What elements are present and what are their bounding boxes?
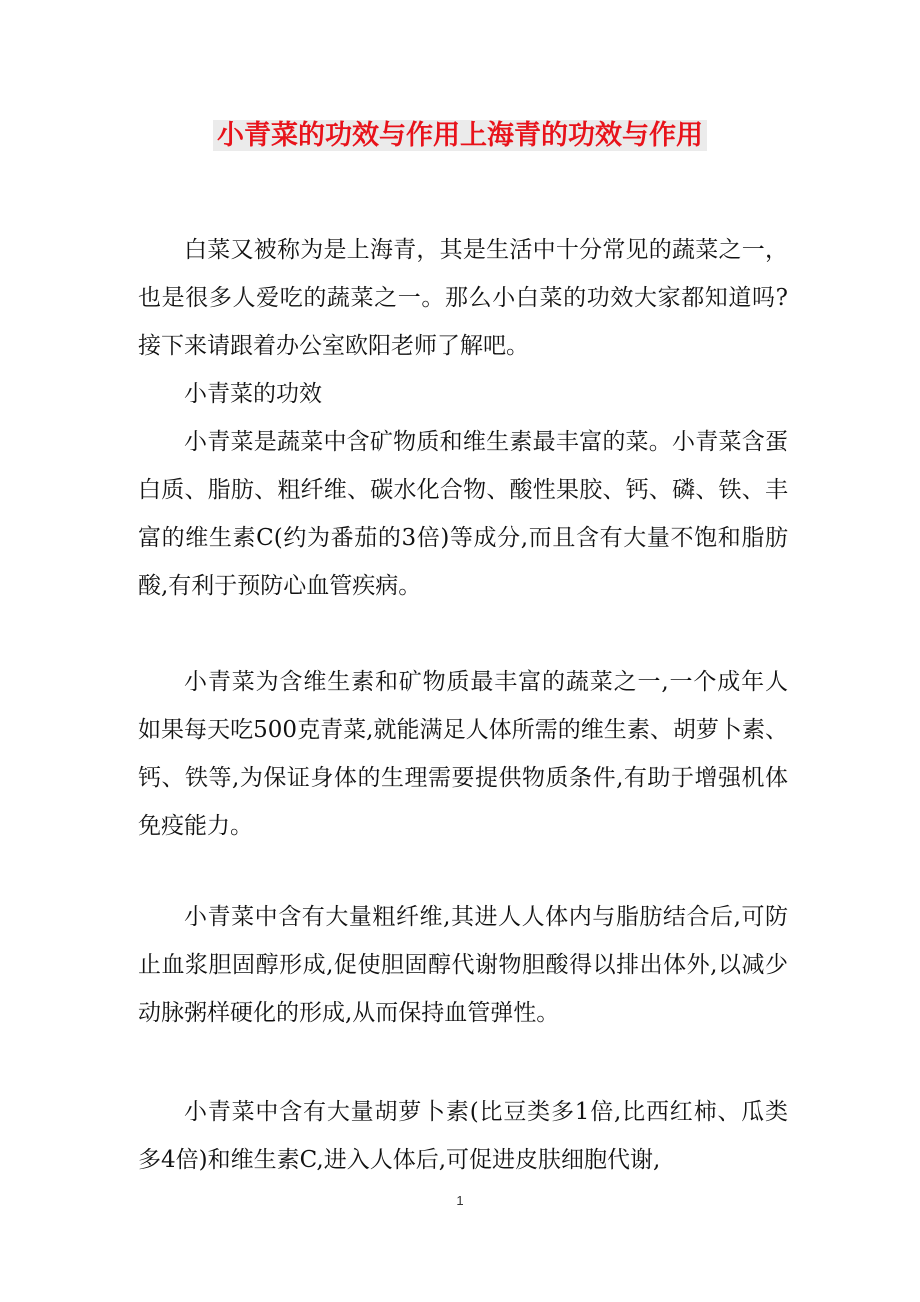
document-title-text: 小青菜的功效与作用上海青的功效与作用 bbox=[213, 120, 707, 151]
document-title bbox=[0, 114, 920, 158]
paragraph-block-3 bbox=[138, 893, 788, 1037]
paragraph-block-1 bbox=[138, 226, 788, 610]
paragraph-fiber: 小青菜中含有大量粗纤维,其进人人体内与脂肪结合后,可防止血浆胆固醇形成,促使胆固醇代谢物胆酸得以排出体外,以减少动脉粥样硬化的形成,从而保持血管弹性。 bbox=[138, 904, 788, 1026]
paragraph-block-4 bbox=[138, 1088, 788, 1184]
paragraph-vitamins: 小青菜为含维生素和矿物质最丰富的蔬菜之一,一个成年人如果每天吃500克青菜,就能满足人体所需的维生素、胡萝卜素、钙、铁等,为保证身体的生理需要提供物质条件,有助于增强机体免疫能力。 bbox=[138, 669, 788, 839]
section-heading: 小青菜的功效 bbox=[184, 381, 322, 407]
page-number: 1 bbox=[456, 1193, 464, 1208]
paragraph-block-2 bbox=[138, 658, 788, 850]
paragraph-carotene: 小青菜中含有大量胡萝卜素(比豆类多1倍,比西红柿、瓜类多4倍)和维生素C,进入人体后,可促进皮肤细胞代谢, bbox=[138, 1099, 788, 1173]
paragraph-nutrients: 小青菜是蔬菜中含矿物质和维生素最丰富的菜。小青菜含蛋白质、脂肪、粗纤维、碳水化合物、酸性果胶、钙、磷、铁、丰富的维生素C(约为番茄的3倍)等成分,而且含有大量不饱和脂肪酸,有利于预防心血管疾病。 bbox=[138, 429, 788, 599]
paragraph-intro: 白菜又被称为是上海青，其是生活中十分常见的蔬菜之一，也是很多人爱吃的蔬菜之一。那么小白菜的功效大家都知道吗?接下来请跟着办公室欧阳老师了解吧。 bbox=[138, 237, 788, 359]
